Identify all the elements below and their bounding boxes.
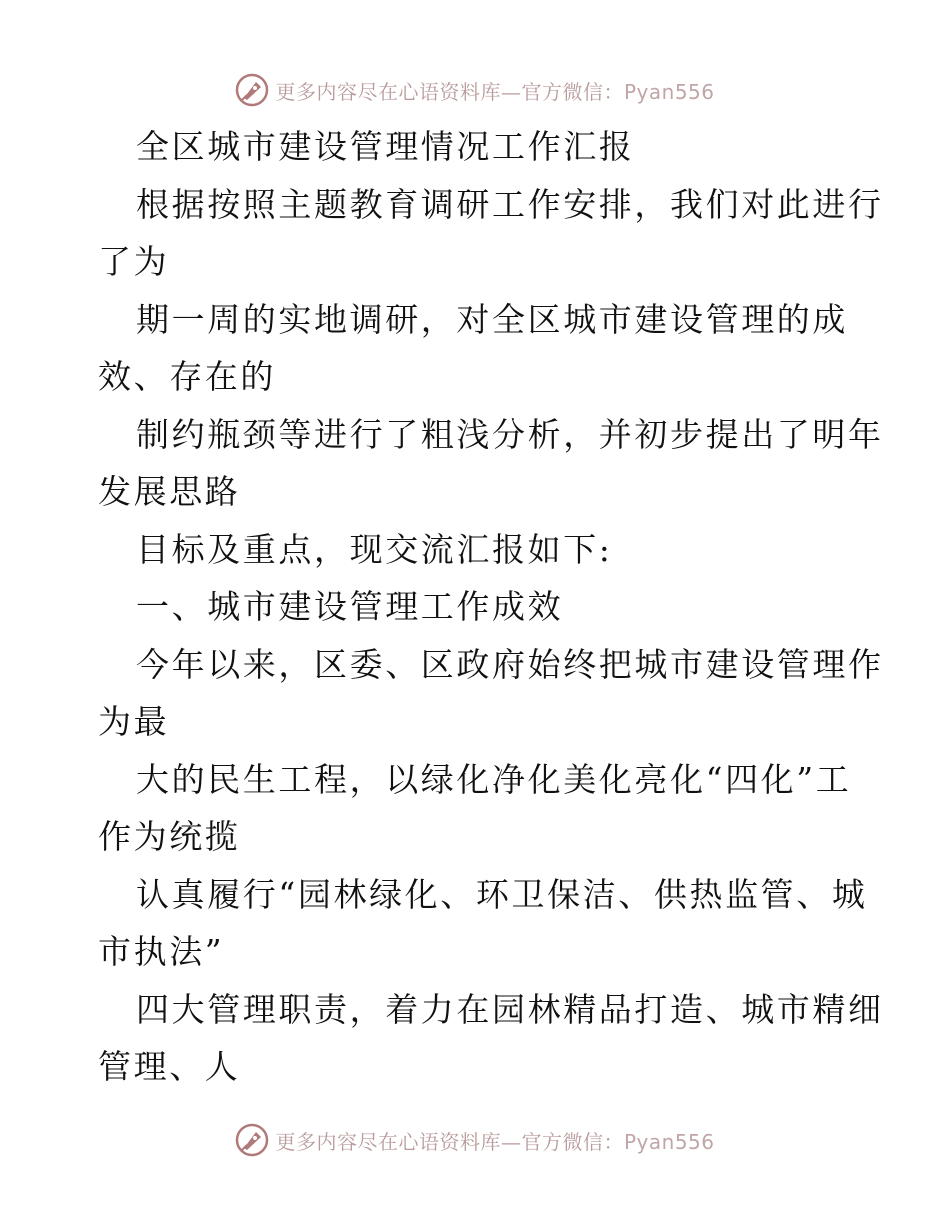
watermark-text: 更多内容尽在心语资料库—官方微信： bbox=[275, 79, 624, 104]
text-line: 制约瓶颈等进行了粗浅分析，并初步提出了明年 bbox=[136, 414, 884, 454]
text-line: 了为 bbox=[98, 242, 170, 281]
watermark-wechat-id: Pyan556 bbox=[623, 79, 715, 104]
text-line: 效、存在的 bbox=[98, 357, 276, 396]
pen-nib-logo-icon bbox=[235, 73, 269, 107]
text-line: 大的民生工程，以绿化净化美化亮化“四化”工 bbox=[136, 759, 852, 799]
text-line: 期一周的实地调研，对全区城市建设管理的成 bbox=[136, 299, 848, 339]
text-line: 为最 bbox=[98, 702, 170, 741]
watermark-banner-bottom bbox=[0, 1120, 950, 1160]
watermark-text: 更多内容尽在心语资料库—官方微信： bbox=[275, 1129, 624, 1154]
text-line: 发展思路 bbox=[98, 472, 241, 511]
text-line: 四大管理职责，着力在园林精品打造、城市精细 bbox=[136, 989, 884, 1029]
text-line: 作为统揽 bbox=[98, 817, 241, 856]
watermark-banner-top bbox=[0, 70, 950, 110]
pen-nib-logo-icon bbox=[235, 1123, 269, 1157]
text-line: 认真履行“园林绿化、环卫保洁、供热监管、城 bbox=[136, 874, 868, 914]
text-line: 一、城市建设管理工作成效 bbox=[136, 587, 564, 626]
text-line: 市执法” bbox=[98, 932, 225, 971]
text-line: 全区城市建设管理情况工作汇报 bbox=[136, 127, 635, 166]
text-line: 根据按照主题教育调研工作安排，我们对此进行 bbox=[136, 184, 884, 224]
document-body bbox=[98, 118, 884, 1096]
watermark-wechat-id: Pyan556 bbox=[623, 1129, 715, 1154]
text-line: 今年以来，区委、区政府始终把城市建设管理作 bbox=[136, 644, 884, 684]
text-line: 目标及重点，现交流汇报如下: bbox=[136, 529, 613, 569]
text-line: 管理、人 bbox=[98, 1047, 241, 1086]
